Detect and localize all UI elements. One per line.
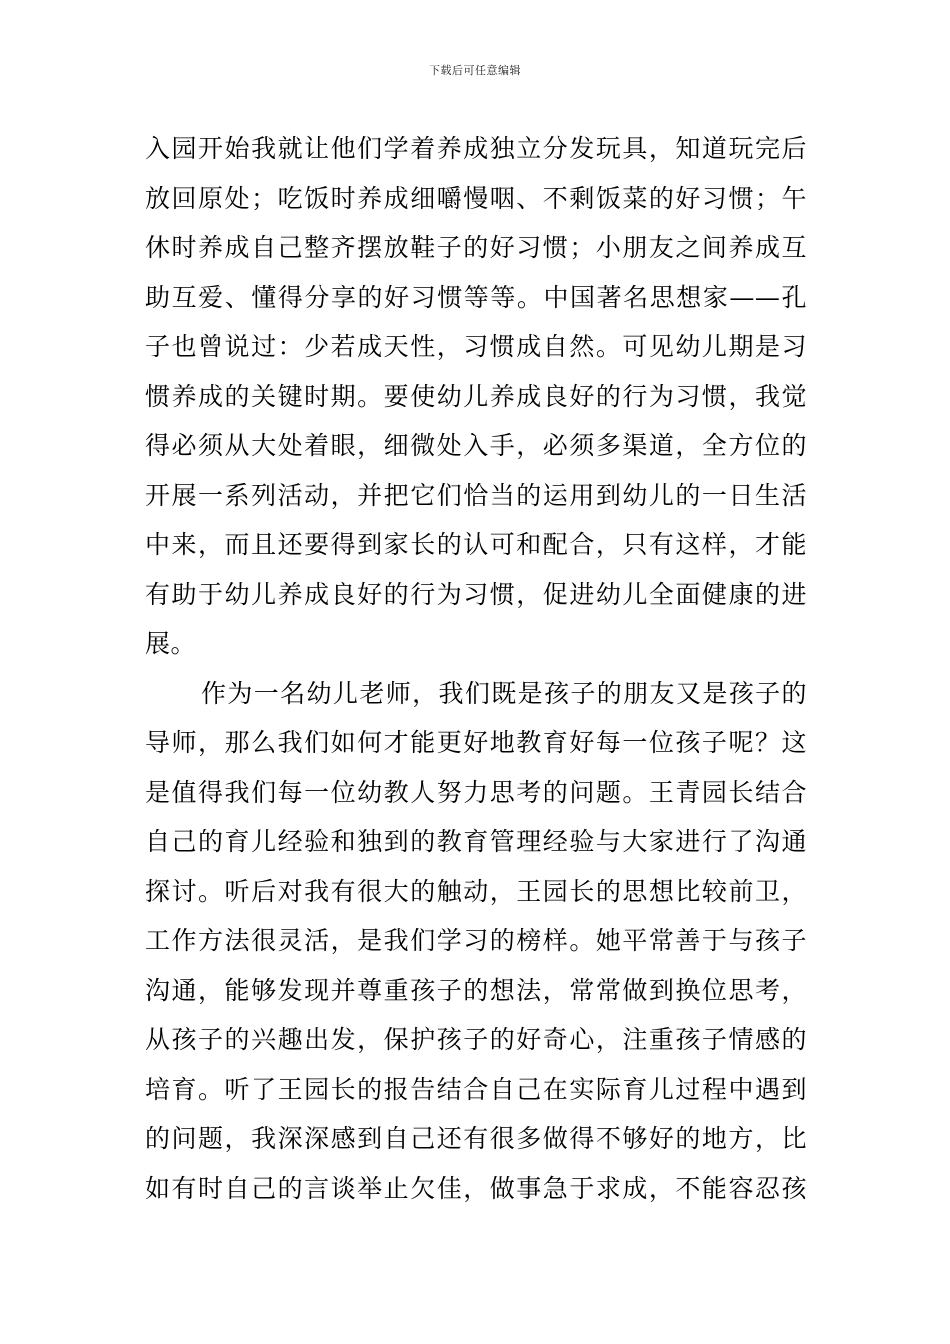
paragraph-2 (145, 669, 807, 1214)
text-line: 的问题，我深深感到自己还有很多做得不够好的地方，比 (145, 1124, 807, 1153)
text-line: 自己的育儿经验和独到的教育管理经验与大家进行了沟通 (145, 827, 807, 856)
text-line: 中来，而且还要得到家长的认可和配合，只有这样，才能 (145, 530, 807, 559)
text-line: 沟通，能够发现并尊重孩子的想法，常常做到换位思考， (145, 975, 807, 1005)
text-line: 开展一系列活动，并把它们恰当的运用到幼儿的一日生活 (145, 480, 807, 510)
document-body (145, 124, 807, 1213)
text-line: 得必须从大处着眼，细微处入手，必须多渠道，全方位的 (145, 431, 807, 460)
text-line: 有助于幼儿养成良好的行为习惯，促进幼儿全面健康的进 (145, 579, 807, 609)
paragraph-1 (145, 124, 807, 669)
text-line: 入园开始我就让他们学着养成独立分发玩具，知道玩完后 (145, 134, 807, 163)
text-line: 作为一名幼儿老师，我们既是孩子的朋友又是孩子的 (201, 678, 807, 708)
text-line: 助互爱、懂得分享的好习惯等等。中国著名思想家——孔 (145, 282, 807, 312)
text-line: 惯养成的关键时期。要使幼儿养成良好的行为习惯，我觉 (145, 381, 807, 411)
header-note: 下载后可任意编辑 (429, 64, 521, 77)
text-line: 放回原处；吃饭时养成细嚼慢咽、不剩饭菜的好习惯；午 (145, 183, 807, 213)
text-line: 子也曾说过：少若成天性，习惯成自然。可见幼儿期是习 (145, 332, 807, 361)
text-line: 工作方法很灵活，是我们学习的榜样。她平常善于与孩子 (145, 926, 807, 955)
text-line: 导师，那么我们如何才能更好地教育好每一位孩子呢？这 (145, 728, 807, 757)
text-line: 探讨。听后对我有很大的触动，王园长的思想比较前卫， (145, 876, 807, 906)
text-line: 培育。听了王园长的报告结合自己在实际育儿过程中遇到 (145, 1074, 807, 1104)
text-line: 是值得我们每一位幼教人努力思考的问题。王青园长结合 (145, 777, 807, 807)
text-line: 展。 (145, 629, 197, 658)
text-line: 如有时自己的言谈举止欠佳，做事急于求成，不能容忍孩 (145, 1173, 807, 1203)
text-line: 休时养成自己整齐摆放鞋子的好习惯；小朋友之间养成互 (145, 233, 807, 262)
text-line: 从孩子的兴趣出发，保护孩子的好奇心，注重孩子情感的 (145, 1025, 807, 1054)
